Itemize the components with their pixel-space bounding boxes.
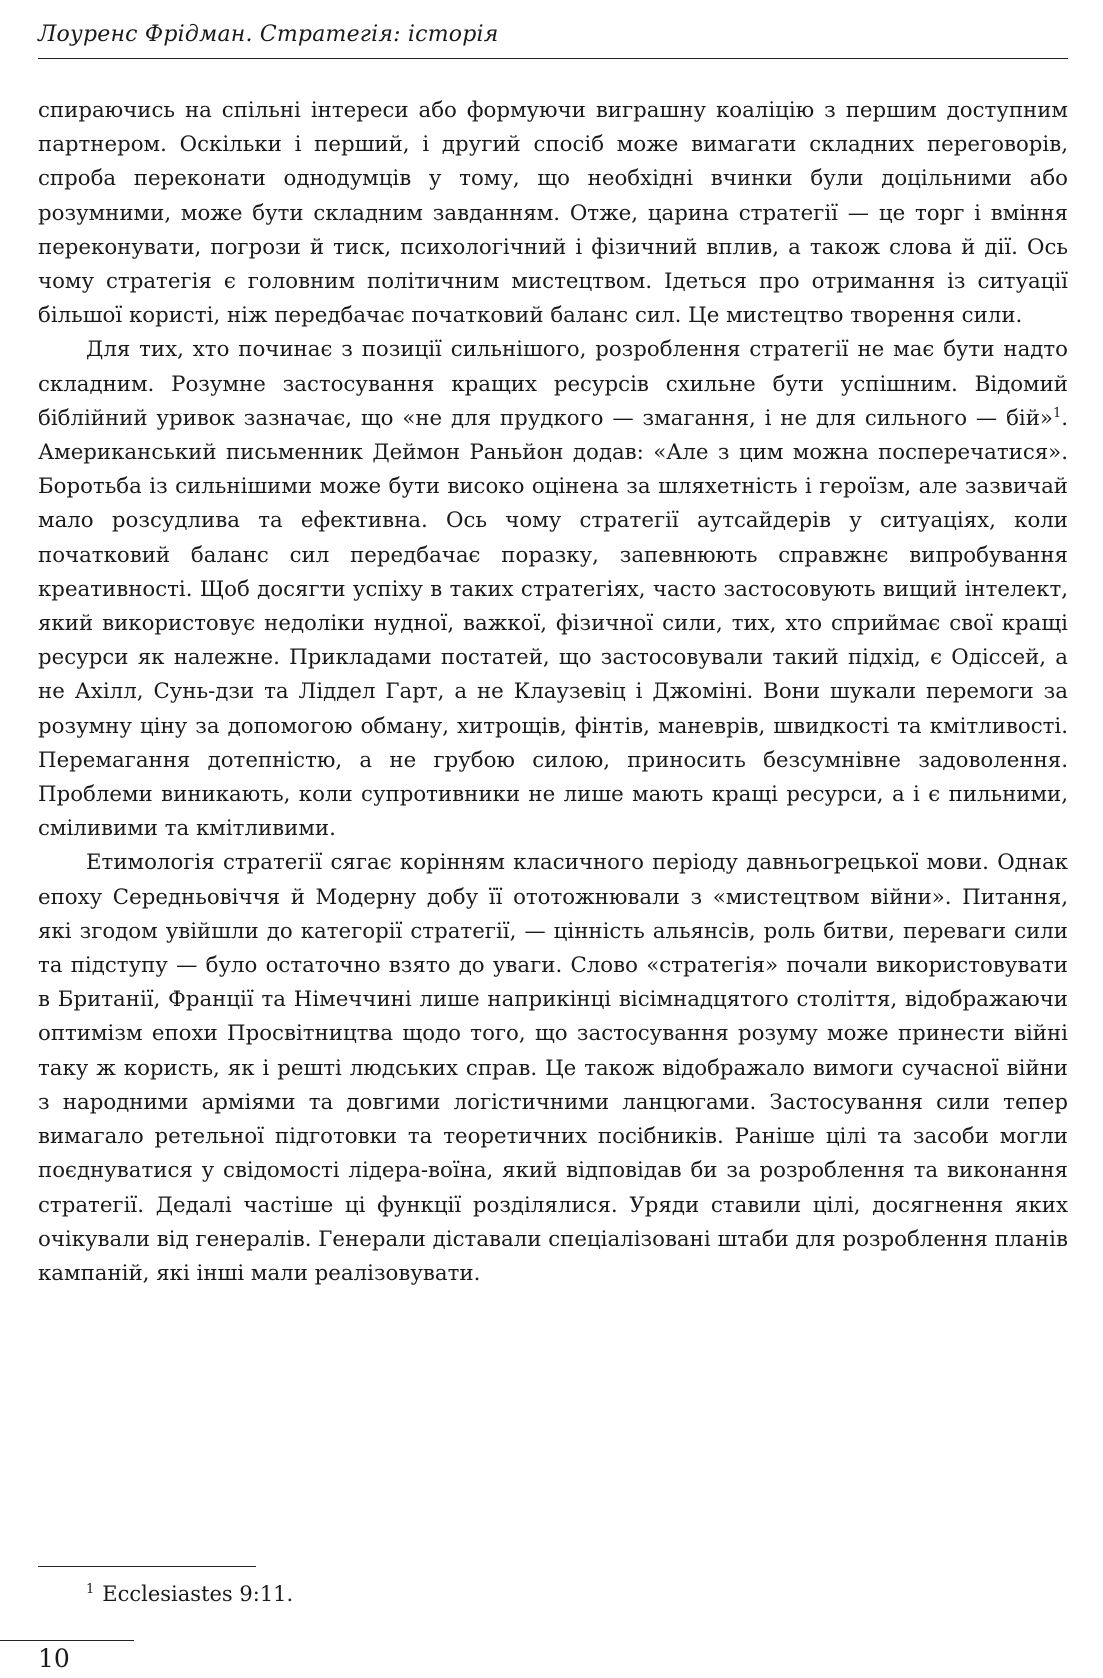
paragraph-3: Етимологія стратегії сягає корінням класичного періоду давньогрецької мови. Однак епоху Середньовіччя й Модерну добу її ототожнювали з «мистецтвом війни». Питання, які згодом увійшли до категорії стратегії, — цінність альянсів, роль битви, переваги сили та підступу — було остаточно взято до уваги. Слово «стратегія» почали використовувати в Британії, Франції та Німеччині лише наприкінці вісімнадцятого століття, відображаючи оптимізм епохи Просвітництва щодо того, що застосування розуму може принести війні таку ж користь, як і решті людських справ. Це також відображало вимоги сучасної війни з народними арміями та довгими логістичними ланцюгами. Застосування сили тепер вимагало ретельної підготовки та теоретичних посібників. Раніше цілі та засоби могли поєднуватися у свідомості лідера-воїна, який відповідав би за розроблення та виконання стратегії. Дедалі частіше ці функції розділялися. Уряди ставили цілі, досягнення яких очікували від генералів. Генерали діставали спеціалізовані штаби для розроблення планів кампаній, які інші мали реалізовувати. xyxy=(38,850,1068,1286)
page-number: 10 xyxy=(38,1644,70,1673)
paragraph-2-text-before: Для тих, хто починає з позиції сильнішого, розроблення стратегії не має бути надто складним. Розумне застосування кращих ресурсів схильне бути успішним. Відомий біблійний уривок зазначає, що «не для прудкого — змагання, і не для сильного — бій» xyxy=(38,337,1068,431)
footnote-reference[interactable]: 1 xyxy=(1052,405,1062,421)
body-text xyxy=(38,94,1068,1291)
paragraph-2-text-after: . Американський письменник Деймон Раньйон додав: «Але з цим можна посперечатися». Боротьба із сильнішими може бути високо оцінена за шляхетність і героїзм, але зазвичай мало розсудлива та ефективна. Ось чому стратегії аутсайдерів у ситуаціях, коли початковий баланс сил передбачає поразку, запевнюють справжнє випробування креативності. Щоб досягти успіху в таких стратегіях, часто застосовують вищий інтелект, який використовує недоліки нудної, важкої, фізичної сили, тих, хто сприймає свої кращі ресурси як належне. Прикладами постатей, що застосовували такий підхід, є Одіссей, а не Ахілл, Сунь-дзи та Ліддел Гарт, а не Клаузевіц і Джоміні. Вони шукали перемоги за розумну ціну за допомогою обману, хитрощів, фінтів, маневрів, швидкості та кмітливості. Перемагання дотепністю, а не грубою силою, приносить безсумнівне задоволення. Проблеми виникають, коли супротивники не лише мають кращі ресурси, а і є пильними, сміливими та кмітливими. xyxy=(38,405,1068,842)
footnote-number: 1 xyxy=(86,1582,95,1597)
page-number-rule xyxy=(0,1640,134,1641)
footnote-rule xyxy=(38,1566,256,1567)
paragraph-1: спираючись на спільні інтереси або формуючи виграшну коаліцію з першим доступним партнером. Оскільки і перший, і другий спосіб може вимагати складних переговорів, спроба переконати однодумців у тому, що необхідні вчинки були доцільними або розумними, може бути складним завданням. Отже, царина стратегії — це торг і вміння переконувати, погрози й тиск, психологічний і фізичний вплив, а також слова й дії. Ось чому стратегія є головним політичним мистецтвом. Ідеться про отримання із ситуації більшої користі, ніж передбачає початковий баланс сил. Це мистецтво творення сили. xyxy=(38,98,1068,329)
paragraph-2 xyxy=(38,333,1068,846)
header-rule xyxy=(38,58,1068,59)
footnote-text: Ecclesiastes 9:11. xyxy=(102,1582,294,1606)
footnote xyxy=(86,1582,293,1606)
running-head: Лоуренс Фрідман. Стратегія: історія xyxy=(38,22,499,47)
